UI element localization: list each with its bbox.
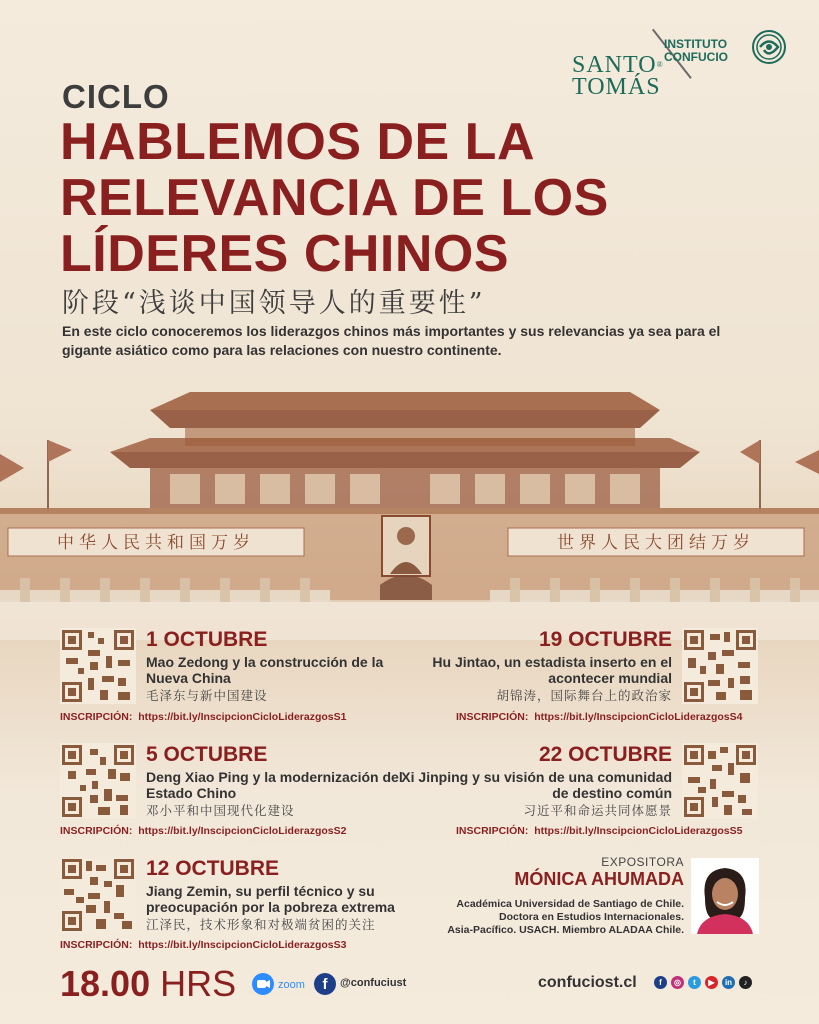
- website-link[interactable]: confuciost.cl: [538, 974, 637, 991]
- tiktok-icon[interactable]: ♪: [739, 976, 752, 989]
- registration-link[interactable]: https://bit.ly/InscipcionCicloLiderazgosS3: [138, 939, 347, 951]
- tomas-text: TOMÁS: [572, 74, 661, 100]
- facebook-icon[interactable]: f: [314, 973, 336, 995]
- event-title-chinese: 邓小平和中国现代化建设: [146, 803, 295, 818]
- event-date: 19 OCTUBRE: [538, 628, 672, 651]
- qr-code-icon[interactable]: [682, 743, 758, 819]
- qr-code-icon[interactable]: [60, 857, 136, 933]
- registration-label: INSCRIPCIÓN:: [456, 825, 529, 837]
- intro-text: En este ciclo conoceremos los liderazgos chinos más importantes y sus relevancias ya sea para el gigante asiático como para las relaciones con nuestro continente.: [62, 323, 721, 358]
- registration-link[interactable]: https://bit.ly/InscipcionCicloLiderazgosS5: [534, 825, 743, 837]
- banner-right: 世界人民大团结万岁: [557, 533, 755, 553]
- event-5: [390, 743, 760, 853]
- registration-line: [60, 939, 346, 951]
- event-date: 22 OCTUBRE: [538, 743, 672, 766]
- event-title: Mao Zedong y la construcción de la Nueva China: [146, 654, 384, 686]
- event-title-chinese: 胡锦涛，国际舞台上的政治家: [496, 688, 672, 703]
- instagram-icon[interactable]: ◎: [671, 976, 684, 989]
- registration-line: [60, 711, 346, 723]
- banner-left: 中华人民共和国万岁: [57, 533, 255, 553]
- event-date: 12 OCTUBRE: [146, 857, 280, 880]
- event-title-chinese: 毛泽东与新中国建设: [146, 688, 268, 703]
- time-unit: HRS: [160, 963, 237, 1004]
- zoom-label: zoom: [278, 979, 305, 991]
- speaker-photo: [691, 858, 759, 934]
- reg-mark: ®: [656, 60, 664, 69]
- registration-link[interactable]: https://bit.ly/InscipcionCicloLiderazgosS1: [138, 711, 347, 723]
- facebook-handle[interactable]: @confuciust: [340, 977, 407, 989]
- title-line-2: RELEVANCIA DE LOS: [60, 169, 609, 227]
- speaker-label: EXPOSITORA: [601, 855, 684, 869]
- santo-text: SANTO: [572, 52, 657, 78]
- registration-label: INSCRIPCIÓN:: [60, 825, 133, 837]
- registration-label: INSCRIPCIÓN:: [60, 711, 133, 723]
- time-number: 18.00: [60, 963, 151, 1004]
- event-title-chinese: 习近平和命运共同体愿景: [523, 803, 672, 818]
- facebook-icon[interactable]: f: [654, 976, 667, 989]
- speaker-bio-line: Asia-Pacífico. USACH. Miembro ALADAA Chile.: [447, 924, 684, 936]
- event-2: [60, 743, 430, 853]
- event-title-chinese: 江泽民，技术形象和对极端贫困的关注: [146, 917, 376, 932]
- twitter-icon[interactable]: t: [688, 976, 701, 989]
- event-time: [60, 963, 236, 1005]
- event-1: [60, 628, 430, 738]
- logos: [572, 30, 797, 105]
- title-line-3: LÍDERES CHINOS: [60, 225, 510, 283]
- registration-link[interactable]: https://bit.ly/InscipcionCicloLiderazgosS2: [138, 825, 347, 837]
- event-title: Jiang Zemin, su perfil técnico y su preocupación por la pobreza extrema: [146, 883, 395, 915]
- speaker-bio-line: Doctora en Estudios Internacionales.: [499, 911, 684, 923]
- registration-line: [456, 825, 742, 837]
- event-title: Xi Jinping y su visión de una comunidad de destino común: [401, 769, 672, 801]
- qr-code-icon[interactable]: [682, 628, 758, 704]
- confucio-text: CONFUCIO: [664, 50, 728, 64]
- chinese-title: 阶段“浅谈中国领导人的重要性”: [62, 288, 486, 319]
- linkedin-icon[interactable]: in: [722, 976, 735, 989]
- speaker-name: MÓNICA AHUMADA: [514, 869, 684, 889]
- registration-line: [456, 711, 742, 723]
- youtube-icon[interactable]: ▶: [705, 976, 718, 989]
- ciclo-label: CICLO: [62, 78, 170, 115]
- zoom-icon: [252, 972, 308, 996]
- social-icons: [654, 976, 752, 989]
- qr-code-icon[interactable]: [60, 628, 136, 704]
- santo-tomas-logo: [572, 54, 664, 98]
- event-3: [60, 857, 430, 967]
- qr-code-icon[interactable]: [60, 743, 136, 819]
- registration-label: INSCRIPCIÓN:: [456, 711, 529, 723]
- instituto-confucio-logo: [664, 38, 728, 64]
- speaker-bio-line: Académica Universidad de Santiago de Chile.: [456, 898, 684, 910]
- event-date: 5 OCTUBRE: [146, 743, 268, 766]
- registration-label: INSCRIPCIÓN:: [60, 939, 133, 951]
- event-title: Deng Xiao Ping y la modernización del Estado Chino: [146, 769, 403, 801]
- event-date: 1 OCTUBRE: [146, 628, 268, 651]
- registration-link[interactable]: https://bit.ly/InscipcionCicloLiderazgosS4: [534, 711, 743, 723]
- speaker-bio: [400, 898, 684, 937]
- tiananmen-gate-illustration: [0, 370, 819, 640]
- main-title: [60, 114, 680, 282]
- event-4: [390, 628, 760, 738]
- title-line-1: HABLEMOS DE LA: [60, 113, 535, 171]
- registration-line: [60, 825, 346, 837]
- instituto-text: INSTITUTO: [664, 37, 728, 51]
- confucio-emblem-icon: [752, 30, 786, 64]
- event-title: Hu Jintao, un estadista inserto en el acontecer mundial: [432, 654, 672, 686]
